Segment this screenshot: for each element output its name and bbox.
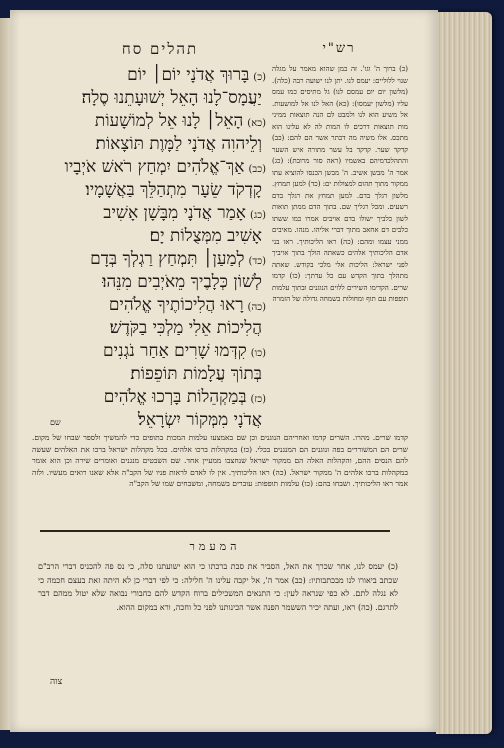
rashi-commentary: (כ) ברוך ה' וגו'. זה כמן שהוא מאמר על מגלה שנוי ללוליים: יעמס לנו. יתן לנו ישועה רבה (כלה). (מלשון יום יום עמסם לנו) גל מתיסים כמו עמס עליו (מלשון יעמסו): (כא) האל לנו אל למושעות. אל משיע הוא לנו ולמבט לם הנה תוצאות ממיני מות תוצאות דרכים לו המות לה לא עלינו הוא מתכס. אלו משיה מה דכתר אשר הם להם: (כב) קדקד שער. קדקד בל עשר מתורה איש השער והתהלכדמיהם באשמיו (ראה סור מרובת): (כג) אמר ה' מבשן אשיב. ה' מבשן הכנסו להוציא עתו ממקור מתוך תהום למצולות ים: (כד) למען תמחץ. מלשון רגלך בדם. למען תמחץ את רגלך בדם רשעים. ומכל רגליך שם. בתוך הדם ממתן תואות לשון כלביך ישולו בדם אויבים אמרו כמו ששתו כלבים דם אחאב מתוך דברי אליהו. מנהו. מאיבים ממני עצמו ומהם: (כה) ראו הליכותיך. ראו בני אדם הליכותיך אלהים כשאתה הולך בתוך אויביך לפני ישראל: הליכות אלי מלכי בקודש. שאתה מתהלך בתוך הקדש עם כל עדתך: (כו) קדמו שרים. הקדימו השירים ללוים הנוגנים ובתוך עלמות תופפות עם תוף ומחולות בשמחה גדולה של הזמרה	[272, 65, 408, 303]
maamar-commentary: (כ) יעמס לנו, אחר שכרך את האל, הסביר את סבת ברכתו כי הוא ישועתנו סלה, כי נס פה להכניס דברי הרב"ם שכתב ביאורו לנו מבכתבותיו: (כב) אמר ה', אל יקבה עלינו ה' חלילה: כי לפי דברי כן לא היתה זאת בעצם חכמה כי לא נגלה לתם. לא כפי שנראה לעין: כי התנאים המשכילים ברוח הקדש להם כחבורי נבואה שלא יטול ממהם דבר לתרגם. (כה) ראו, ועתה יכיר הששמר הפנה אשר הכינותנו לפני כל וחכה, ורא במקום ההוא.	[38, 562, 398, 612]
verse-line	[32, 271, 266, 294]
verse-text: רָאוּ הֲלִיכוֹתֶיךָ אֱלֹהִים	[108, 295, 244, 315]
footnote-commentary: קדמו שרים. מהרו. השרים קדמו ואחריהם הנוגנים וכן שם באמצעו עלמות המכות בתופים כדי להמשיך ולספר שבחו של מקום. שרים הם המשוררים בפה ונוגנים הם המנגנים בכלי. (כז) במקהלות ברכו אלהים. בכל מקהלות ישראל ברכו את האלהים שעשה להם הנסים ההם, והקהלות האלה הם ממקור ישראל שנחצבו ממעיין אחד. שם השבטים מנגנים ואומרים שירה וכן הוא אומר במקהלות ברכו אלהים ה' ממקור ישראל. (כה) ראו הליכותיך. אין לו לאדם לראות פניו של הקב"ה אלא שאנו רואים מעשיו. ולזה אמר ראו הליכותיך. ושבחו בהם: (כו) עלמות תופפות: עוברים בשמחה, ומשבחים שמו של הקב"ה	[32, 433, 408, 488]
verse-text: אַךְ־אֱלֹהִים יִמְחַץ רֹאשׁ אֹיְבָיו	[64, 157, 245, 177]
book-page-edges	[436, 12, 492, 734]
page-header-title: תהלים סח	[121, 40, 199, 58]
rashi-header: רש"י	[322, 41, 356, 56]
verse-line	[32, 225, 266, 248]
book-page	[10, 10, 438, 732]
verse-number: (כז)	[250, 394, 266, 405]
verse-text: וְלֵיהוִה אֲדֹנָי לַמָּוֶת תּוֹצָאוֹת׃	[95, 134, 262, 154]
verse-line	[32, 386, 266, 409]
verse-line	[32, 317, 266, 340]
verse-text: הָאֵל׀ לָנוּ אֵל לְמוֹשָׁעוֹת	[94, 111, 244, 131]
verse-line	[32, 156, 266, 179]
verse-text: בָּרוּךְ אֲדֹנָי יוֹם׀ יוֹם	[127, 65, 250, 85]
verse-text: אֲדֹנָי מִמְּקוֹר יִשְׂרָאֵל׃	[137, 410, 262, 430]
verse-text: בְּמַקְהֵלוֹת בָּרְכוּ אֱלֹהִים	[103, 387, 247, 407]
verse-number: (כו)	[250, 348, 266, 359]
verse-text: הֲלִיכוֹת אֵלִי מַלְכִּי בַקֹּדֶשׁ׃	[109, 318, 262, 338]
verse-number: (כא)	[247, 118, 266, 129]
section-divider	[40, 530, 390, 532]
verse-number: (כה)	[247, 302, 266, 313]
verse-line	[32, 409, 266, 432]
verse-line	[32, 110, 266, 133]
psalm-text	[32, 64, 266, 434]
verse-number: (כב)	[248, 164, 266, 175]
verse-text: אָשִׁיב מִמְּצֻלוֹת יָם׃	[149, 226, 262, 246]
verse-number: (כד)	[248, 256, 266, 267]
verse-line	[32, 340, 266, 363]
verse-line	[32, 363, 266, 386]
verse-line	[32, 87, 266, 110]
footnote-label: שם	[50, 418, 61, 427]
book-left-edge	[0, 18, 10, 730]
verse-number: (כ)	[253, 72, 266, 83]
verse-line	[32, 64, 266, 87]
verse-text: קִדְּמוּ שָׁרִים אַחַר נֹגְנִים	[103, 341, 247, 361]
printer-signature: צוה	[50, 677, 63, 687]
verse-text: לְמַעַן׀ תִּמְחַץ רַגְלְךָ בְּדָם	[90, 249, 245, 269]
verse-line	[32, 294, 266, 317]
verse-text: לְשׁוֹן כְּלָבֶיךָ מֵאֹיְבִים מִנֵּהוּ׃	[102, 272, 262, 292]
verse-line	[32, 133, 266, 156]
verse-number: (כג)	[250, 210, 266, 221]
verse-line	[32, 248, 266, 271]
verse-line	[32, 202, 266, 225]
verse-text: בְּתוֹךְ עֲלָמוֹת תּוֹפֵפוֹת׃	[130, 364, 262, 384]
maamar-heading: המעמר	[189, 540, 241, 553]
verse-text: קָדְקֹד שֵׂעָר מִתְהַלֵּךְ בַּאֲשָׁמָיו׃	[85, 180, 262, 200]
verse-text: אָמַר אֲדֹנָי מִבָּשָׁן אָשִׁיב	[103, 203, 246, 223]
verse-line	[32, 179, 266, 202]
verse-text: יַעֲמָס־לָנוּ הָאֵל יְשׁוּעָתֵנוּ סֶלָה׃	[81, 88, 262, 108]
